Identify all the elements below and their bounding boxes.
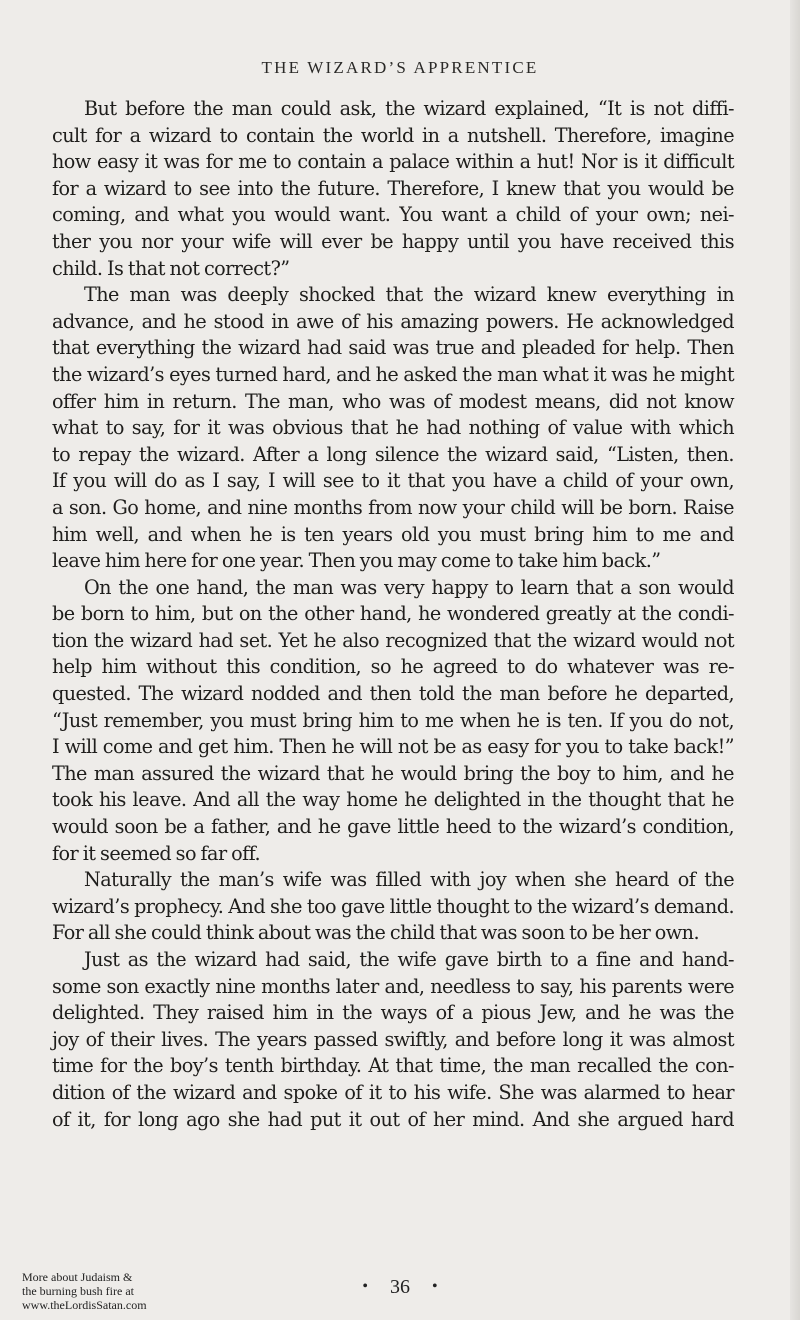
text-line: help him without this condition, so he agreed to do whatever was re-: [52, 655, 734, 679]
folio-number: 36: [390, 1276, 410, 1298]
running-head: THE WIZARD’S APPRENTICE: [261, 58, 539, 77]
folio-dot-left: •: [362, 1278, 368, 1295]
page-number: [0, 1276, 800, 1299]
text-line: for a wizard to see into the future. Therefore, I knew that you would be: [52, 176, 734, 200]
text-line: how easy it was for me to contain a palace within a hut! Nor is it difficult: [52, 150, 734, 174]
text-line: ther you nor your wife will ever be happy until you have received this: [52, 229, 734, 253]
text-line: But before the man could ask, the wizard explained, “It is not diffi-: [84, 97, 734, 120]
text-line: took his leave. And all the way home he delighted in the thought that he: [52, 788, 734, 812]
text-line: The man was deeply shocked that the wizard knew everything in: [84, 283, 734, 307]
text-line: leave him here for one year. Then you may come to take him back.”: [52, 549, 661, 573]
body-text: [52, 96, 734, 1133]
text-line: be born to him, but on the other hand, he wondered greatly at the condi-: [52, 602, 734, 626]
text-line: On the one hand, the man was very happy to learn that a son would: [84, 575, 734, 599]
text-line: for it seemed so far off.: [52, 841, 261, 865]
text-line: him well, and when he is ten years old you must bring him to me and: [52, 522, 734, 546]
text-line: I will come and get him. Then he will not be as easy for you to take back!”: [52, 735, 734, 759]
text-line: child. Is that not correct?”: [52, 256, 290, 280]
text-line: that everything the wizard had said was true and pleaded for help. Then: [52, 336, 734, 360]
text-line: would soon be a father, and he gave little heed to the wizard’s condition,: [52, 815, 734, 839]
text-line: time for the boy’s tenth birthday. At that time, the man recalled the con-: [52, 1054, 734, 1078]
footer-note-line: More about Judaism &: [22, 1270, 133, 1284]
text-line: offer him in return. The man, who was of modest means, did not know: [52, 389, 734, 413]
text-line: joy of their lives. The years passed swiftly, and before long it was almost: [52, 1027, 734, 1051]
text-line: quested. The wizard nodded and then told the man before he departed,: [52, 682, 734, 706]
footer-note-line: www.theLordisSatan.com: [22, 1298, 147, 1312]
scan-edge-shadow: [790, 0, 800, 1320]
text-line: of it, for long ago she had put it out of her mind. And she argued hard: [52, 1107, 734, 1131]
text-line: cult for a wizard to contain the world in a nutshell. Therefore, imagine: [52, 123, 734, 147]
text-line: dition of the wizard and spoke of it to his wife. She was alarmed to hear: [52, 1080, 734, 1104]
text-line: wizard’s prophecy. And she too gave little thought to the wizard’s demand.: [52, 894, 734, 918]
text-line: what to say, for it was obvious that he had nothing of value with which: [52, 416, 734, 440]
text-line: to repay the wizard. After a long silence the wizard said, “Listen, then.: [52, 442, 734, 466]
folio-dot-right: •: [432, 1278, 438, 1295]
text-line: The man assured the wizard that he would bring the boy to him, and he: [52, 761, 734, 785]
text-line: a son. Go home, and nine months from now your child will be born. Raise: [52, 495, 734, 519]
text-line: For all she could think about was the child that was soon to be her own.: [52, 921, 699, 945]
text-line: the wizard’s eyes turned hard, and he asked the man what it was he might: [52, 362, 734, 386]
text-line: coming, and what you would want. You want a child of your own; nei-: [52, 203, 734, 227]
footer-note-line: the burning bush fire at: [22, 1284, 134, 1298]
text-line: Just as the wizard had said, the wife gave birth to a fine and hand-: [84, 948, 734, 971]
text-line: some son exactly nine months later and, needless to say, his parents were: [52, 974, 734, 998]
text-line: tion the wizard had set. Yet he also recognized that the wizard would not: [52, 628, 734, 652]
text-line: “Just remember, you must bring him to me when he is ten. If you do not,: [52, 708, 734, 732]
text-line: advance, and he stood in awe of his amazing powers. He acknowledged: [52, 309, 734, 333]
text-line: delighted. They raised him in the ways of a pious Jew, and he was the: [52, 1001, 734, 1025]
text-line: Naturally the man’s wife was filled with joy when she heard of the: [84, 868, 734, 892]
text-line: If you will do as I say, I will see to it that you have a child of your own,: [52, 469, 734, 493]
